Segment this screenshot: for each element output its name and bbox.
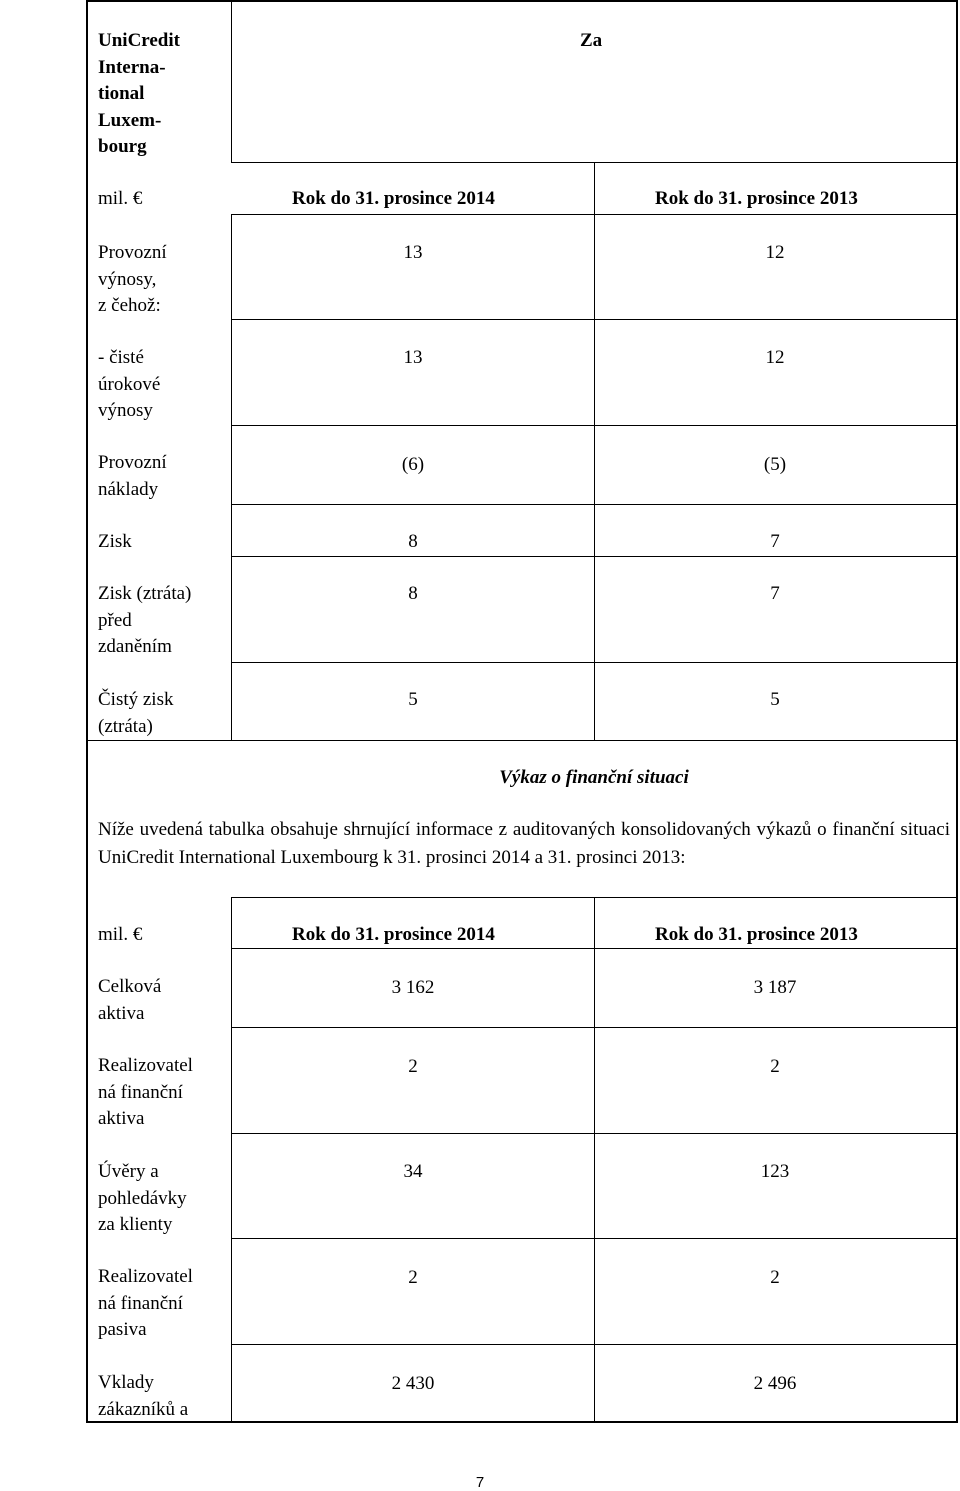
- income-table-rule: [231, 425, 958, 426]
- column-header-2013: Rok do 31. prosince 2013: [655, 924, 858, 945]
- value-2014: 8: [408, 531, 418, 552]
- value-2014: 13: [403, 347, 423, 368]
- value-2014: 2: [408, 1056, 418, 1077]
- income-table-rule: [86, 740, 958, 741]
- income-table-rule: [231, 504, 958, 505]
- value-2013: 3 187: [753, 977, 797, 998]
- row-label-available-assets: Realizovatel ná finanční aktiva: [98, 1055, 193, 1129]
- header-za: Za: [580, 30, 603, 51]
- row-label-net-profit: Čistý zisk (ztráta): [98, 689, 174, 737]
- income-table-divider: [594, 162, 595, 740]
- row-label-profit-before-tax: Zisk (ztráta) před zdaněním: [98, 583, 192, 657]
- column-header-2013: Rok do 31. prosince 2013: [655, 188, 858, 209]
- row-label-profit: Zisk: [98, 531, 132, 552]
- income-table-rule: [231, 319, 958, 320]
- income-table-divider: [231, 0, 232, 162]
- value-2014: 34: [403, 1161, 423, 1182]
- value-2014: (6): [401, 454, 425, 475]
- value-2013: 12: [765, 347, 785, 368]
- value-2013: 12: [765, 242, 785, 263]
- unit-label: mil. €: [98, 924, 143, 945]
- income-table-rule: [231, 662, 958, 663]
- value-2014: 2: [408, 1267, 418, 1288]
- income-table-rule: [231, 556, 958, 557]
- row-label-available-liabilities: Realizovatel ná finanční pasiva: [98, 1266, 193, 1340]
- row-label-deposits: Vklady zákazníků a: [98, 1372, 189, 1420]
- value-2014: 8: [408, 583, 418, 604]
- column-header-2014: Rok do 31. prosince 2014: [292, 188, 495, 209]
- value-2014: 5: [408, 689, 418, 710]
- value-2014: 2 430: [391, 1373, 435, 1394]
- value-2013: 2 496: [753, 1373, 797, 1394]
- row-label-loans: Úvěry a pohledávky za klienty: [98, 1161, 187, 1235]
- company-name: UniCredit Interna- tional Luxem- bourg: [98, 30, 180, 157]
- value-2014: 13: [403, 242, 423, 263]
- value-2013: 2: [770, 1267, 780, 1288]
- value-2013: (5): [763, 454, 787, 475]
- column-header-2014: Rok do 31. prosince 2014: [292, 924, 495, 945]
- balance-table-rule: [231, 1133, 958, 1134]
- value-2013: 123: [760, 1161, 790, 1182]
- unit-label: mil. €: [98, 188, 143, 209]
- value-2013: 2: [770, 1056, 780, 1077]
- row-label-operating-costs: Provozní náklady: [98, 452, 167, 500]
- page-number: 7: [475, 1474, 485, 1491]
- income-table-rule: [231, 214, 958, 215]
- value-2013: 7: [770, 531, 780, 552]
- section-title: Výkaz o finanční situaci: [499, 767, 689, 788]
- balance-table-rule: [231, 1344, 958, 1345]
- value-2013: 7: [770, 583, 780, 604]
- row-label-net-interest: - čisté úrokové výnosy: [98, 347, 161, 421]
- row-label-operating-income: Provozní výnosy, z čehož:: [98, 242, 167, 316]
- value-2013: 5: [770, 689, 780, 710]
- intro-paragraph: Níže uvedená tabulka obsahuje shrnující informace z auditovaných konsolidovaných výkazů o finanční situaci UniCredit International Luxembourg k 31. prosinci 2014 a 31. prosinci 2013:: [98, 819, 950, 868]
- value-2014: 3 162: [391, 977, 435, 998]
- balance-table-rule: [231, 1027, 958, 1028]
- row-label-total-assets: Celková aktiva: [98, 976, 162, 1024]
- balance-table-rule: [231, 1238, 958, 1239]
